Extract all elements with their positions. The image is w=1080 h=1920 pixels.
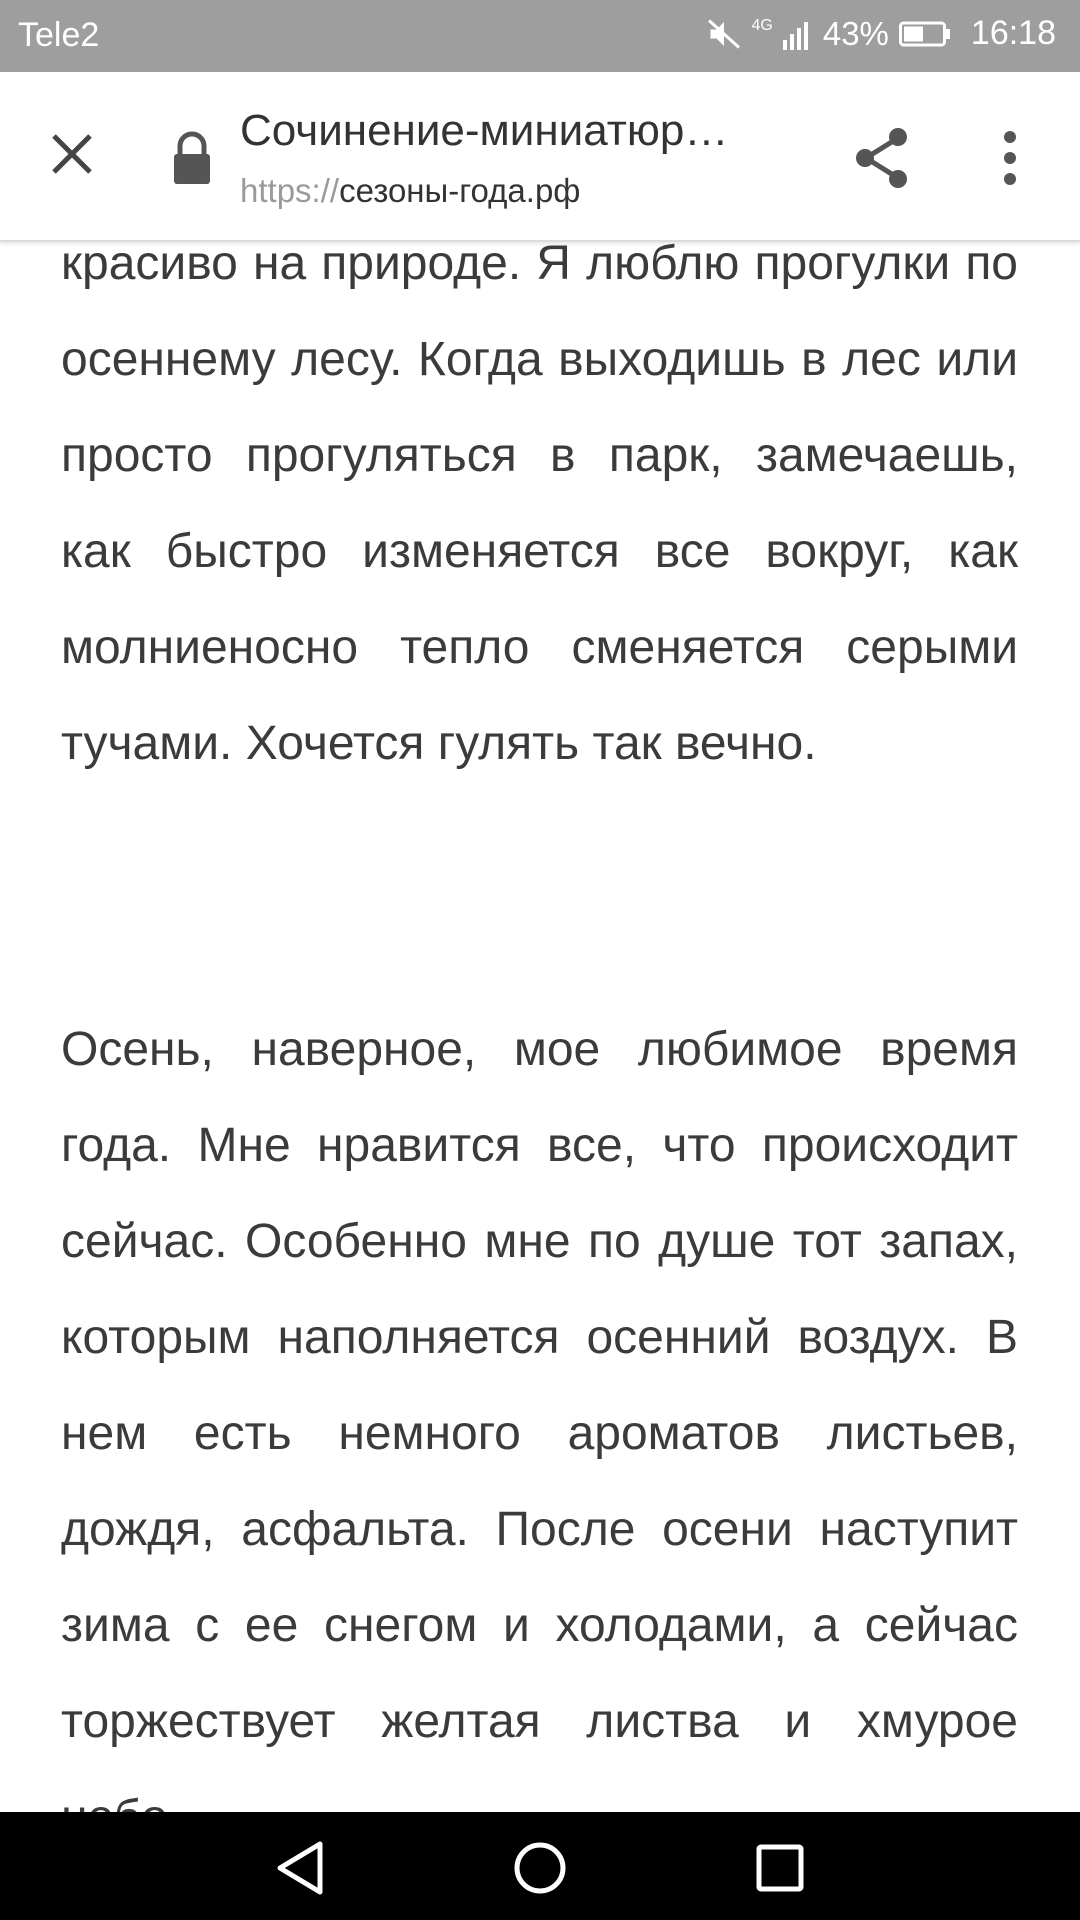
url-bar[interactable] bbox=[240, 172, 580, 210]
close-button[interactable] bbox=[36, 118, 108, 190]
article-paragraph: Осень, наверное, мое любимое время года. Мне нравится все, что происходит сейчас. Особенно мне по душе тот запах, которым наполняется осенний воздух. В нем есть немного ароматов листьев, дождя, асфальта. После осени наступит зима с ее снегом и холодами, а сейчас торжествует желтая листва и хмурое bbox=[61, 1023, 1018, 1748]
more-vert-icon bbox=[1000, 130, 1020, 186]
back-icon bbox=[274, 1840, 326, 1896]
signal-icon bbox=[783, 18, 813, 50]
article-content[interactable] bbox=[0, 237, 1080, 1812]
status-icons bbox=[706, 14, 1057, 53]
article-paragraph: красиво на природе. Я люблю прогулки по осеннему лесу. Когда выходишь в лес или просто прогуляться в парк, замечаешь, как быстро изменяется все вокруг, как молниеносно тепло сменяется серыми тучами. Хочется гулять так вечно. bbox=[61, 237, 1018, 770]
network-type: 4G bbox=[751, 17, 773, 34]
close-icon bbox=[50, 132, 94, 176]
clock: 16:18 bbox=[970, 14, 1056, 52]
recents-button[interactable] bbox=[738, 1826, 822, 1910]
lock-icon bbox=[168, 130, 216, 186]
share-button[interactable] bbox=[846, 122, 918, 194]
home-button[interactable] bbox=[498, 1826, 582, 1910]
status-bar bbox=[0, 0, 1080, 72]
mute-icon bbox=[706, 16, 742, 52]
system-navigation-bar bbox=[0, 1812, 1080, 1920]
carrier-name: Tele2 bbox=[18, 16, 100, 54]
battery-icon bbox=[899, 20, 951, 48]
battery-percent: 43% bbox=[822, 14, 889, 52]
page-title[interactable]: Сочинение-миниатюр… bbox=[240, 106, 729, 155]
url-host: сезоны-года.рф bbox=[339, 172, 581, 209]
share-icon bbox=[852, 126, 912, 190]
url-scheme: https:// bbox=[240, 172, 340, 209]
recents-icon bbox=[755, 1843, 805, 1893]
more-options-button[interactable] bbox=[974, 122, 1046, 194]
back-button[interactable] bbox=[258, 1826, 342, 1910]
home-icon bbox=[512, 1840, 568, 1896]
